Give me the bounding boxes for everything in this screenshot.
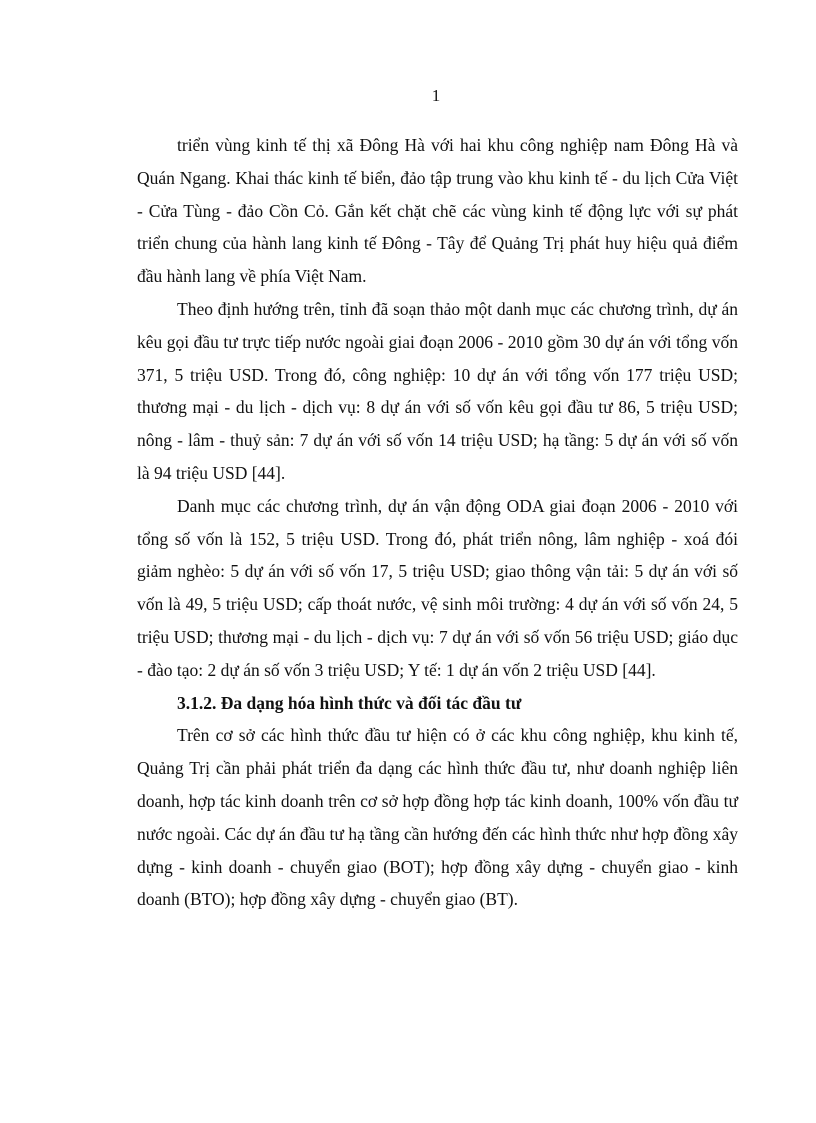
document-body [137,129,738,916]
page-number: 1 [431,86,441,105]
paragraph-continuation: triển vùng kinh tế thị xã Đông Hà với hai khu công nghiệp nam Đông Hà và Quán Ngang. Khai thác kinh tế biển, đảo tập trung vào khu kinh tế - du lịch Cửa Việt - Cửa Tùng - đảo Cồn Cỏ. Gắn kết chặt chẽ các vùng kinh tế động lực với sự phát triển chung của hành lang kinh tế Đông - Tây để Quảng Trị phát huy hiệu quả điểm đầu hành lang về phía Việt Nam. [137,135,738,287]
paragraph-investment-forms: Trên cơ sở các hình thức đầu tư hiện có ở các khu công nghiệp, khu kinh tế, Quảng Trị cần phải phát triển đa dạng các hình thức đầu tư, như doanh nghiệp liên doanh, hợp tác kinh doanh trên cơ sở hợp đồng hợp tác kinh doanh, 100% vốn đầu tư nước ngoài. Các dự án đầu tư hạ tầng cần hướng đến các hình thức như hợp đồng xây dựng - kinh doanh - chuyển giao (BOT); hợp đồng xây dựng - chuyển giao - kinh doanh (BTO); hợp đồng xây dựng - chuyển giao (BT). [137,725,738,910]
paragraph-oda-projects: Danh mục các chương trình, dự án vận động ODA giai đoạn 2006 - 2010 với tổng số vốn là 152, 5 triệu USD. Trong đó, phát triển nông, lâm nghiệp - xoá đói giảm nghèo: 5 dự án với số vốn 17, 5 triệu USD; giao thông vận tải: 5 dự án với số vốn là 49, 5 triệu USD; cấp thoát nước, vệ sinh môi trường: 4 dự án với số vốn 24, 5 triệu USD; thương mại - du lịch - dịch vụ: 7 dự án với số vốn 56 triệu USD; giáo dục - đào tạo: 2 dự án số vốn 3 triệu USD; Y tế: 1 dự án vốn 2 triệu USD [44]. [137,495,738,680]
paragraph-fdi-projects: Theo định hướng trên, tỉnh đã soạn thảo một danh mục các chương trình, dự án kêu gọi đầu tư trực tiếp nước ngoài giai đoạn 2006 - 2010 gồm 30 dự án với tổng vốn 371, 5 triệu USD. Trong đó, công nghiệp: 10 dự án với tổng vốn 177 triệu USD; thương mại - du lịch - dịch vụ: 8 dự án với số vốn kêu gọi đầu tư 86, 5 triệu USD; nông - lâm - thuỷ sản: 7 dự án với số vốn 14 triệu USD; hạ tầng: 5 dự án với số vốn là 94 triệu USD [44]. [137,298,738,483]
section-heading: 3.1.2. Đa dạng hóa hình thức và đối tác đầu tư [177,692,522,713]
